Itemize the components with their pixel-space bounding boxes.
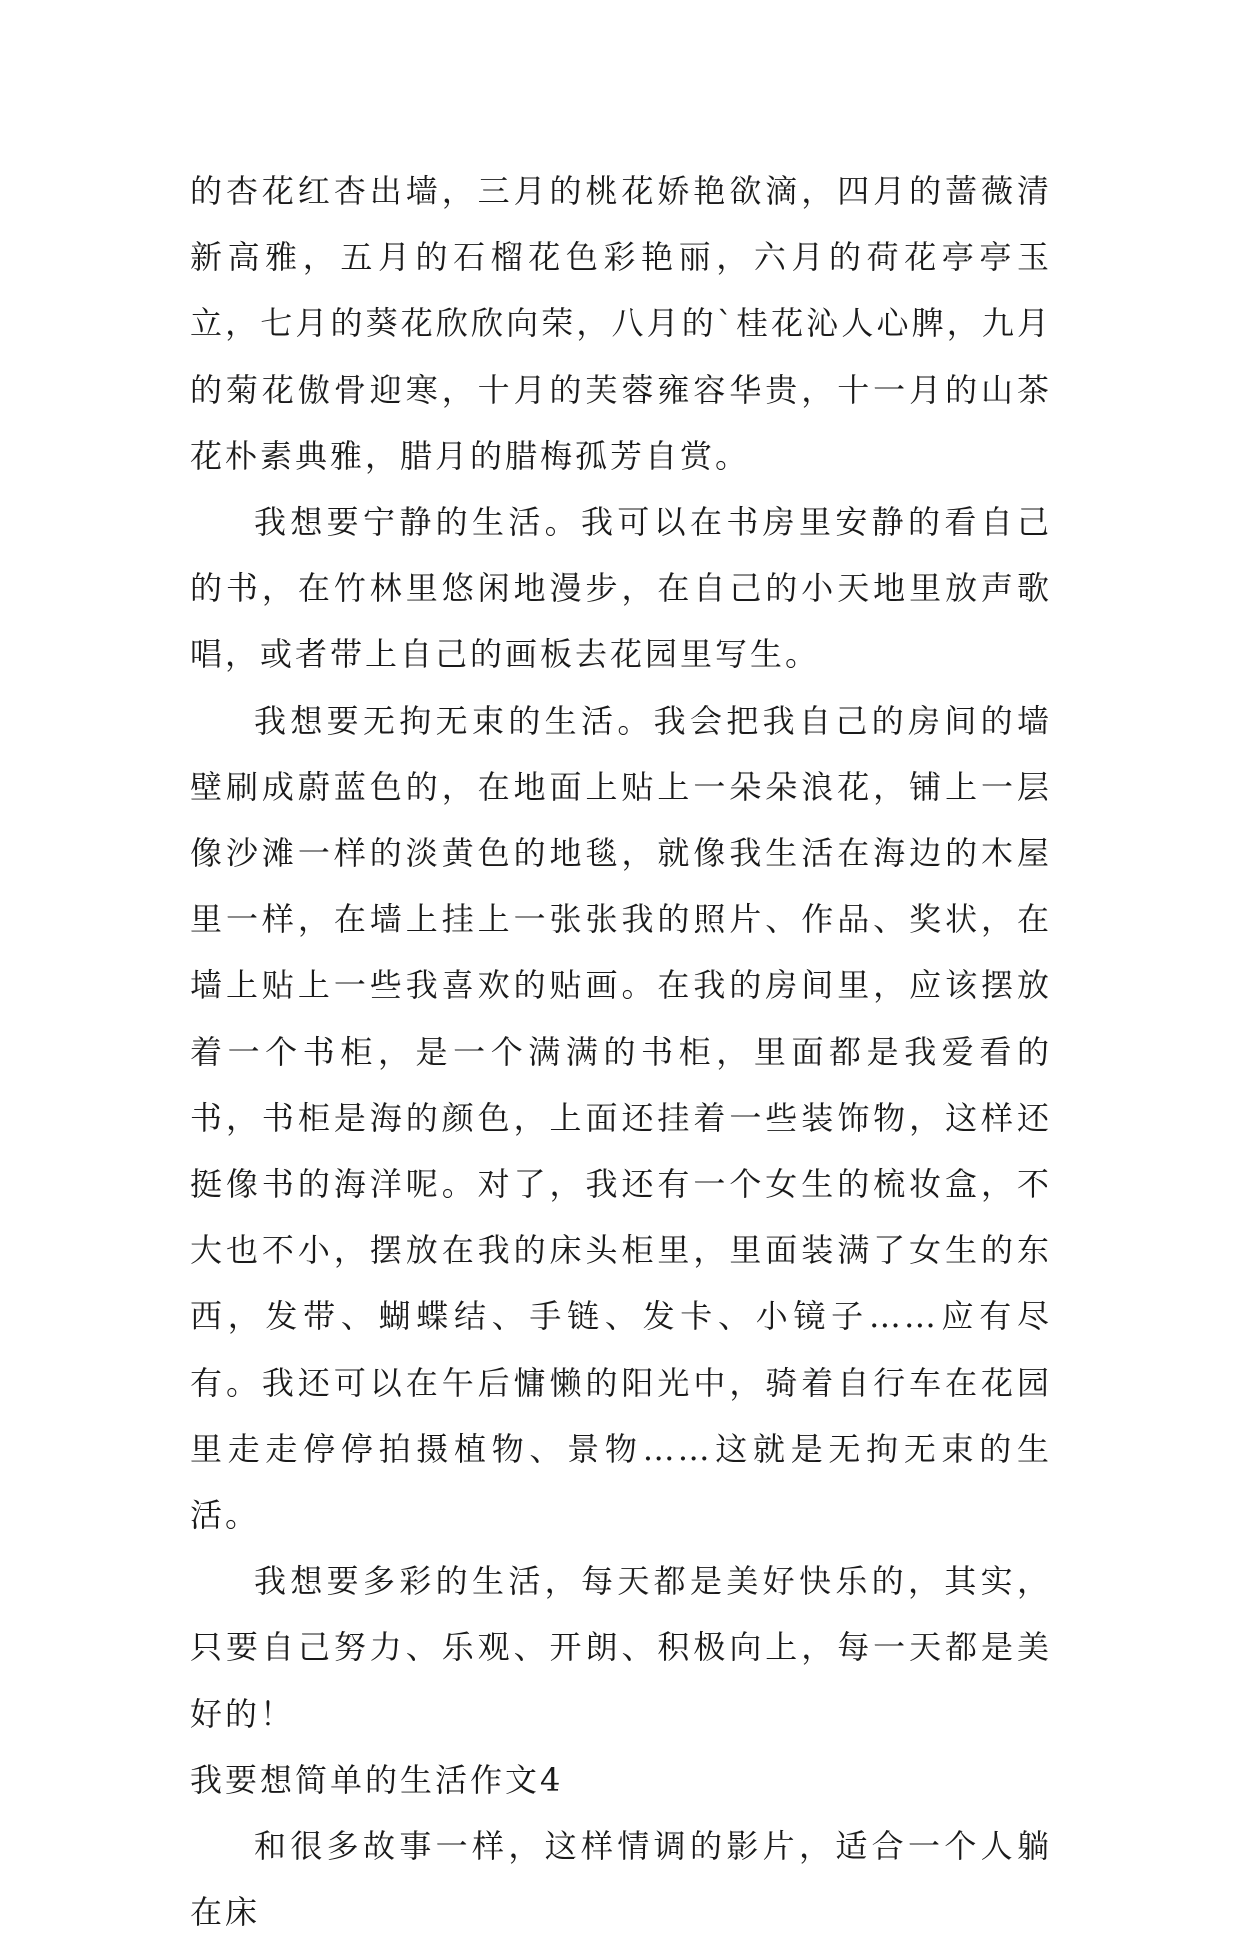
paragraph-quiet-life: 我想要宁静的生活。我可以在书房里安静的看自己的书，在竹林里悠闲地漫步，在自己的小天地里放声歌唱，或者带上自己的画板去花园里写生。 xyxy=(190,503,1052,674)
paragraph-flowers: 的杏花红杏出墙，三月的桃花娇艳欲滴，四月的蔷薇清新高雅，五月的石榴花色彩艳丽，六月的荷花亭亭玉立，七月的葵花欣欣向荣，八月的`桂花沁人心脾，九月的菊花傲骨迎寒，十月的芙蓉雍容华贵，十一月的山茶花朴素典雅，腊月的腊梅孤芳自赏。 xyxy=(190,172,1052,475)
essay-heading: 我要想简单的生活作文4 xyxy=(190,1760,564,1799)
paragraph-story: 和很多故事一样，这样情调的影片，适合一个人躺在床 xyxy=(190,1827,1052,1932)
paragraph-colorful-life: 我想要多彩的生活，每天都是美好快乐的，其实，只要自己努力、乐观、开朗、积极向上，每一天都是美好的！ xyxy=(190,1562,1052,1733)
document-body xyxy=(190,158,1052,1945)
paragraph-free-life: 我想要无拘无束的生活。我会把我自己的房间的墙壁刷成蔚蓝色的，在地面上贴上一朵朵浪花，铺上一层像沙滩一样的淡黄色的地毯，就像我生活在海边的木屋里一样，在墙上挂上一张张我的照片、作品、奖状，在墙上贴上一些我喜欢的贴画。在我的房间里，应该摆放着一个书柜，是一个满满的书柜，里面都是我爱看的书，书柜是海的颜色，上面还挂着一些装饰物，这样还挺像书的海洋呢。对了，我还有一个女生的梳妆盒，不大也不小，摆放在我的床头柜里，里面装满了女生的东西，发带、蝴蝶结、手链、发卡、小镜子……应有尽有。我还可以在午后慵懒的阳光中，骑着自行车在花园里走走停停拍摄植物、景物……这就是无拘无束的生活。 xyxy=(190,701,1052,1535)
